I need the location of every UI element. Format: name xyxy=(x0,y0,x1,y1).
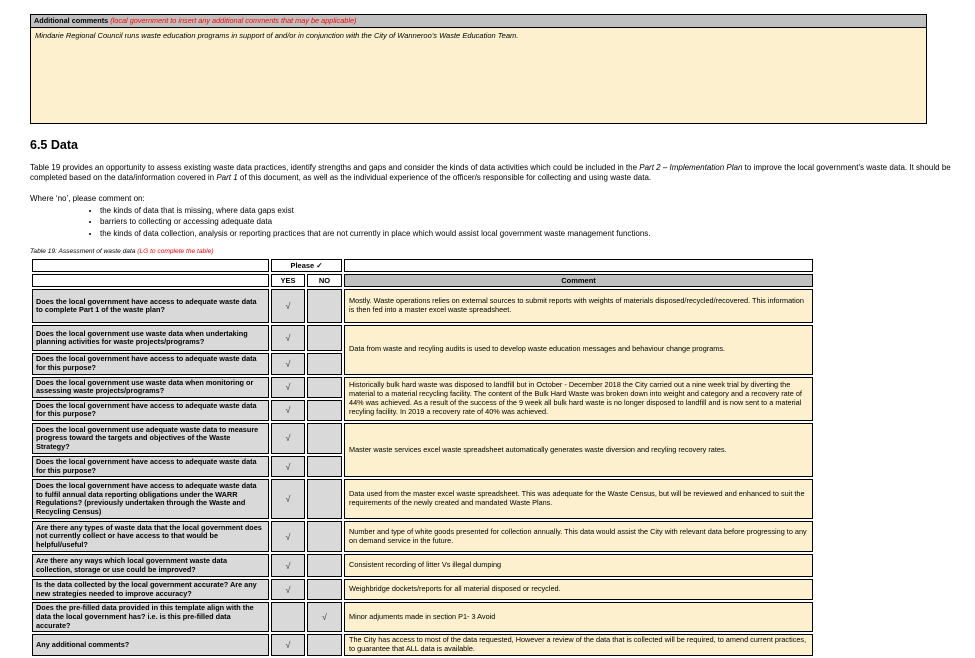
question-cell: Does the local government have access to adequate waste data to complete Part 1 of the waste plan? xyxy=(32,289,269,323)
no-column-header: NO xyxy=(307,274,342,287)
no-tick-cell[interactable] xyxy=(307,325,342,351)
please-tick-header: Please ✓ xyxy=(271,259,342,272)
question-cell: Does the local government use adequate waste data to measure progress toward the targets and objectives of the Waste Strategy? xyxy=(32,423,269,454)
additional-comments-header xyxy=(30,14,927,27)
additional-comments-field[interactable] xyxy=(30,27,927,124)
yes-tick-cell[interactable]: √ xyxy=(271,325,305,351)
no-tick-cell[interactable] xyxy=(307,634,342,656)
table-row xyxy=(32,579,813,600)
no-tick-cell[interactable] xyxy=(307,377,342,398)
yes-column-header: YES xyxy=(271,274,305,287)
header-spacer xyxy=(32,274,269,287)
bullet-item: • barriers to collecting or accessing adequate data xyxy=(100,216,975,228)
question-cell: Are there any ways which local government waste data collection, storage or use could be improved? xyxy=(32,554,269,577)
intro-text-3: of this document, as well as the individual experience of the officer/s responsible for collecting and using waste data. xyxy=(237,173,652,183)
table-row xyxy=(32,634,813,656)
comment-cell[interactable]: Mostly. Waste operations relies on external sources to submit reports with weights of materials disposed/recycled/recovered. This information is then fed into a master excel waste spreadsheet. xyxy=(344,289,813,323)
header-spacer xyxy=(344,259,813,272)
intro-italic-part2: Part 2 – Implementation Plan xyxy=(639,162,743,172)
yes-tick-cell[interactable]: √ xyxy=(271,521,305,552)
additional-comments-text: Mindarie Regional Council runs waste education programs in support of and/or in conjunction with the City of Wanneroo’s Waste Education Team. xyxy=(35,30,519,40)
yes-tick-cell[interactable]: √ xyxy=(271,400,305,421)
yes-tick-cell[interactable] xyxy=(271,602,305,632)
where-no-bullets xyxy=(100,205,975,240)
table-row xyxy=(32,377,813,398)
comment-cell[interactable]: Data used from the master excel waste spreadsheet. This was adequate for the Waste Census, but will be reviewed and enhanced to suit the requirements of the newly created and mandated Waste Plans. xyxy=(344,479,813,519)
additional-comments-box xyxy=(30,14,927,124)
additional-comments-label: Additional comments xyxy=(34,15,109,25)
no-tick-cell[interactable] xyxy=(307,479,342,519)
additional-comments-hint: (local government to insert any additional comments that may be applicable) xyxy=(110,15,357,25)
comment-cell[interactable]: Master waste services excel waste spreadsheet automatically generates waste diversion and recyling recovery rates. xyxy=(344,423,813,477)
yes-tick-cell[interactable]: √ xyxy=(271,479,305,519)
no-tick-cell[interactable] xyxy=(307,554,342,577)
comment-cell[interactable]: Minor adjuments made in section P1- 3 Avoid xyxy=(344,602,813,632)
where-no-lead: Where ‘no’, please comment on: xyxy=(30,193,145,203)
yes-tick-cell[interactable]: √ xyxy=(271,579,305,600)
no-tick-cell[interactable]: √ xyxy=(307,602,342,632)
header-spacer xyxy=(32,259,269,272)
comment-cell[interactable]: Consistent recording of litter Vs illegal dumping xyxy=(344,554,813,577)
table-row xyxy=(32,479,813,519)
table-row xyxy=(32,602,813,632)
question-cell: Does the local government use waste data when undertaking planning activities for waste projects/programs? xyxy=(32,325,269,351)
table-caption xyxy=(30,248,975,255)
intro-paragraph xyxy=(30,163,962,184)
comment-cell[interactable]: Number and type of white goods presented for collection annually. This data would assist the City with relevant data before progressing to any on demand service in the future. xyxy=(344,521,813,552)
question-cell: Does the local government have access to adequate waste data for this purpose? xyxy=(32,456,269,477)
table-header-row-1 xyxy=(32,259,813,272)
question-cell: Does the local government have access to adequate waste data to fulfil annual data reporting obligations under the WARR Regulations? (previously undertaken through the Waste and Recycling Census) xyxy=(32,479,269,519)
yes-tick-cell[interactable]: √ xyxy=(271,554,305,577)
table-caption-text: Table 19: Assessment of waste data xyxy=(30,248,138,256)
table-row xyxy=(32,554,813,577)
comment-cell[interactable]: Weighbridge dockets/reports for all material disposed or recycled. xyxy=(344,579,813,600)
section-heading: 6.5 Data xyxy=(30,137,78,152)
no-tick-cell[interactable] xyxy=(307,521,342,552)
intro-text-2: to improve the local government's waste data. It should be completed based on the data/information covered in xyxy=(30,162,951,183)
yes-tick-cell[interactable]: √ xyxy=(271,634,305,656)
question-cell: Does the local government use waste data when monitoring or assessing waste projects/programs? xyxy=(32,377,269,398)
yes-tick-cell[interactable]: √ xyxy=(271,423,305,454)
comment-column-header: Comment xyxy=(344,274,813,287)
question-cell: Are there any types of waste data that the local government does not currently collect or have access to that would be helpful/useful? xyxy=(32,521,269,552)
no-tick-cell[interactable] xyxy=(307,456,342,477)
table-row xyxy=(32,521,813,552)
table-row xyxy=(32,423,813,454)
table-row xyxy=(32,289,813,323)
yes-tick-cell[interactable]: √ xyxy=(271,377,305,398)
bullet-item: • the kinds of data that is missing, where data gaps exist xyxy=(100,205,975,217)
question-cell: Does the pre-filled data provided in this template align with the data the local government has? i.e. is this pre-filled data accurate? xyxy=(32,602,269,632)
question-cell: Any additional comments? xyxy=(32,634,269,656)
comment-cell[interactable]: Historically bulk hard waste was disposed to landfill but in October - December 2018 the City carried out a nine week trial by diverting the material to a material recycling facility. The content of the Bulk Hard Waste was broken down into weight and category and a recovery rate of 44% was achieved. As a result of the success of the 9 week all bulk hard waste is no longer disposed to landfill and is now sent to a material recyling facility. In 2019 a recovery rate of 40% was achieved. xyxy=(344,377,813,421)
question-cell: Does the local government have access to adequate waste data for this purpose? xyxy=(32,400,269,421)
comment-cell[interactable]: The City has access to most of the data requested, However a review of the data that is collected will be required, to amend current practices, to guarantee that ALL data is available. xyxy=(344,634,813,656)
yes-tick-cell[interactable]: √ xyxy=(271,353,305,374)
no-tick-cell[interactable] xyxy=(307,423,342,454)
yes-tick-cell[interactable]: √ xyxy=(271,456,305,477)
bullet-item: • the kinds of data collection, analysis or reporting practices that are not currently in place which would assist local government waste management functions. xyxy=(100,228,975,240)
table-caption-note: (LG to complete the table) xyxy=(137,248,214,256)
question-cell: Does the local government have access to adequate waste data for this purpose? xyxy=(32,353,269,374)
no-tick-cell[interactable] xyxy=(307,289,342,323)
table-header-row-2 xyxy=(32,274,813,287)
comment-cell[interactable]: Data from waste and recyling audits is used to develop waste education messages and behaviour change programs. xyxy=(344,325,813,374)
assessment-table xyxy=(30,257,815,658)
yes-tick-cell[interactable]: √ xyxy=(271,289,305,323)
no-tick-cell[interactable] xyxy=(307,579,342,600)
no-tick-cell[interactable] xyxy=(307,353,342,374)
intro-text-1: Table 19 provides an opportunity to assess existing waste data practices, identify strengths and gaps and consider the kinds of data activities which could be included in the xyxy=(30,162,640,172)
intro-italic-part1: Part 1 xyxy=(216,173,238,183)
question-cell: Is the data collected by the local government accurate? Are any new strategies needed to improve accuracy? xyxy=(32,579,269,600)
table-row xyxy=(32,325,813,351)
no-tick-cell[interactable] xyxy=(307,400,342,421)
